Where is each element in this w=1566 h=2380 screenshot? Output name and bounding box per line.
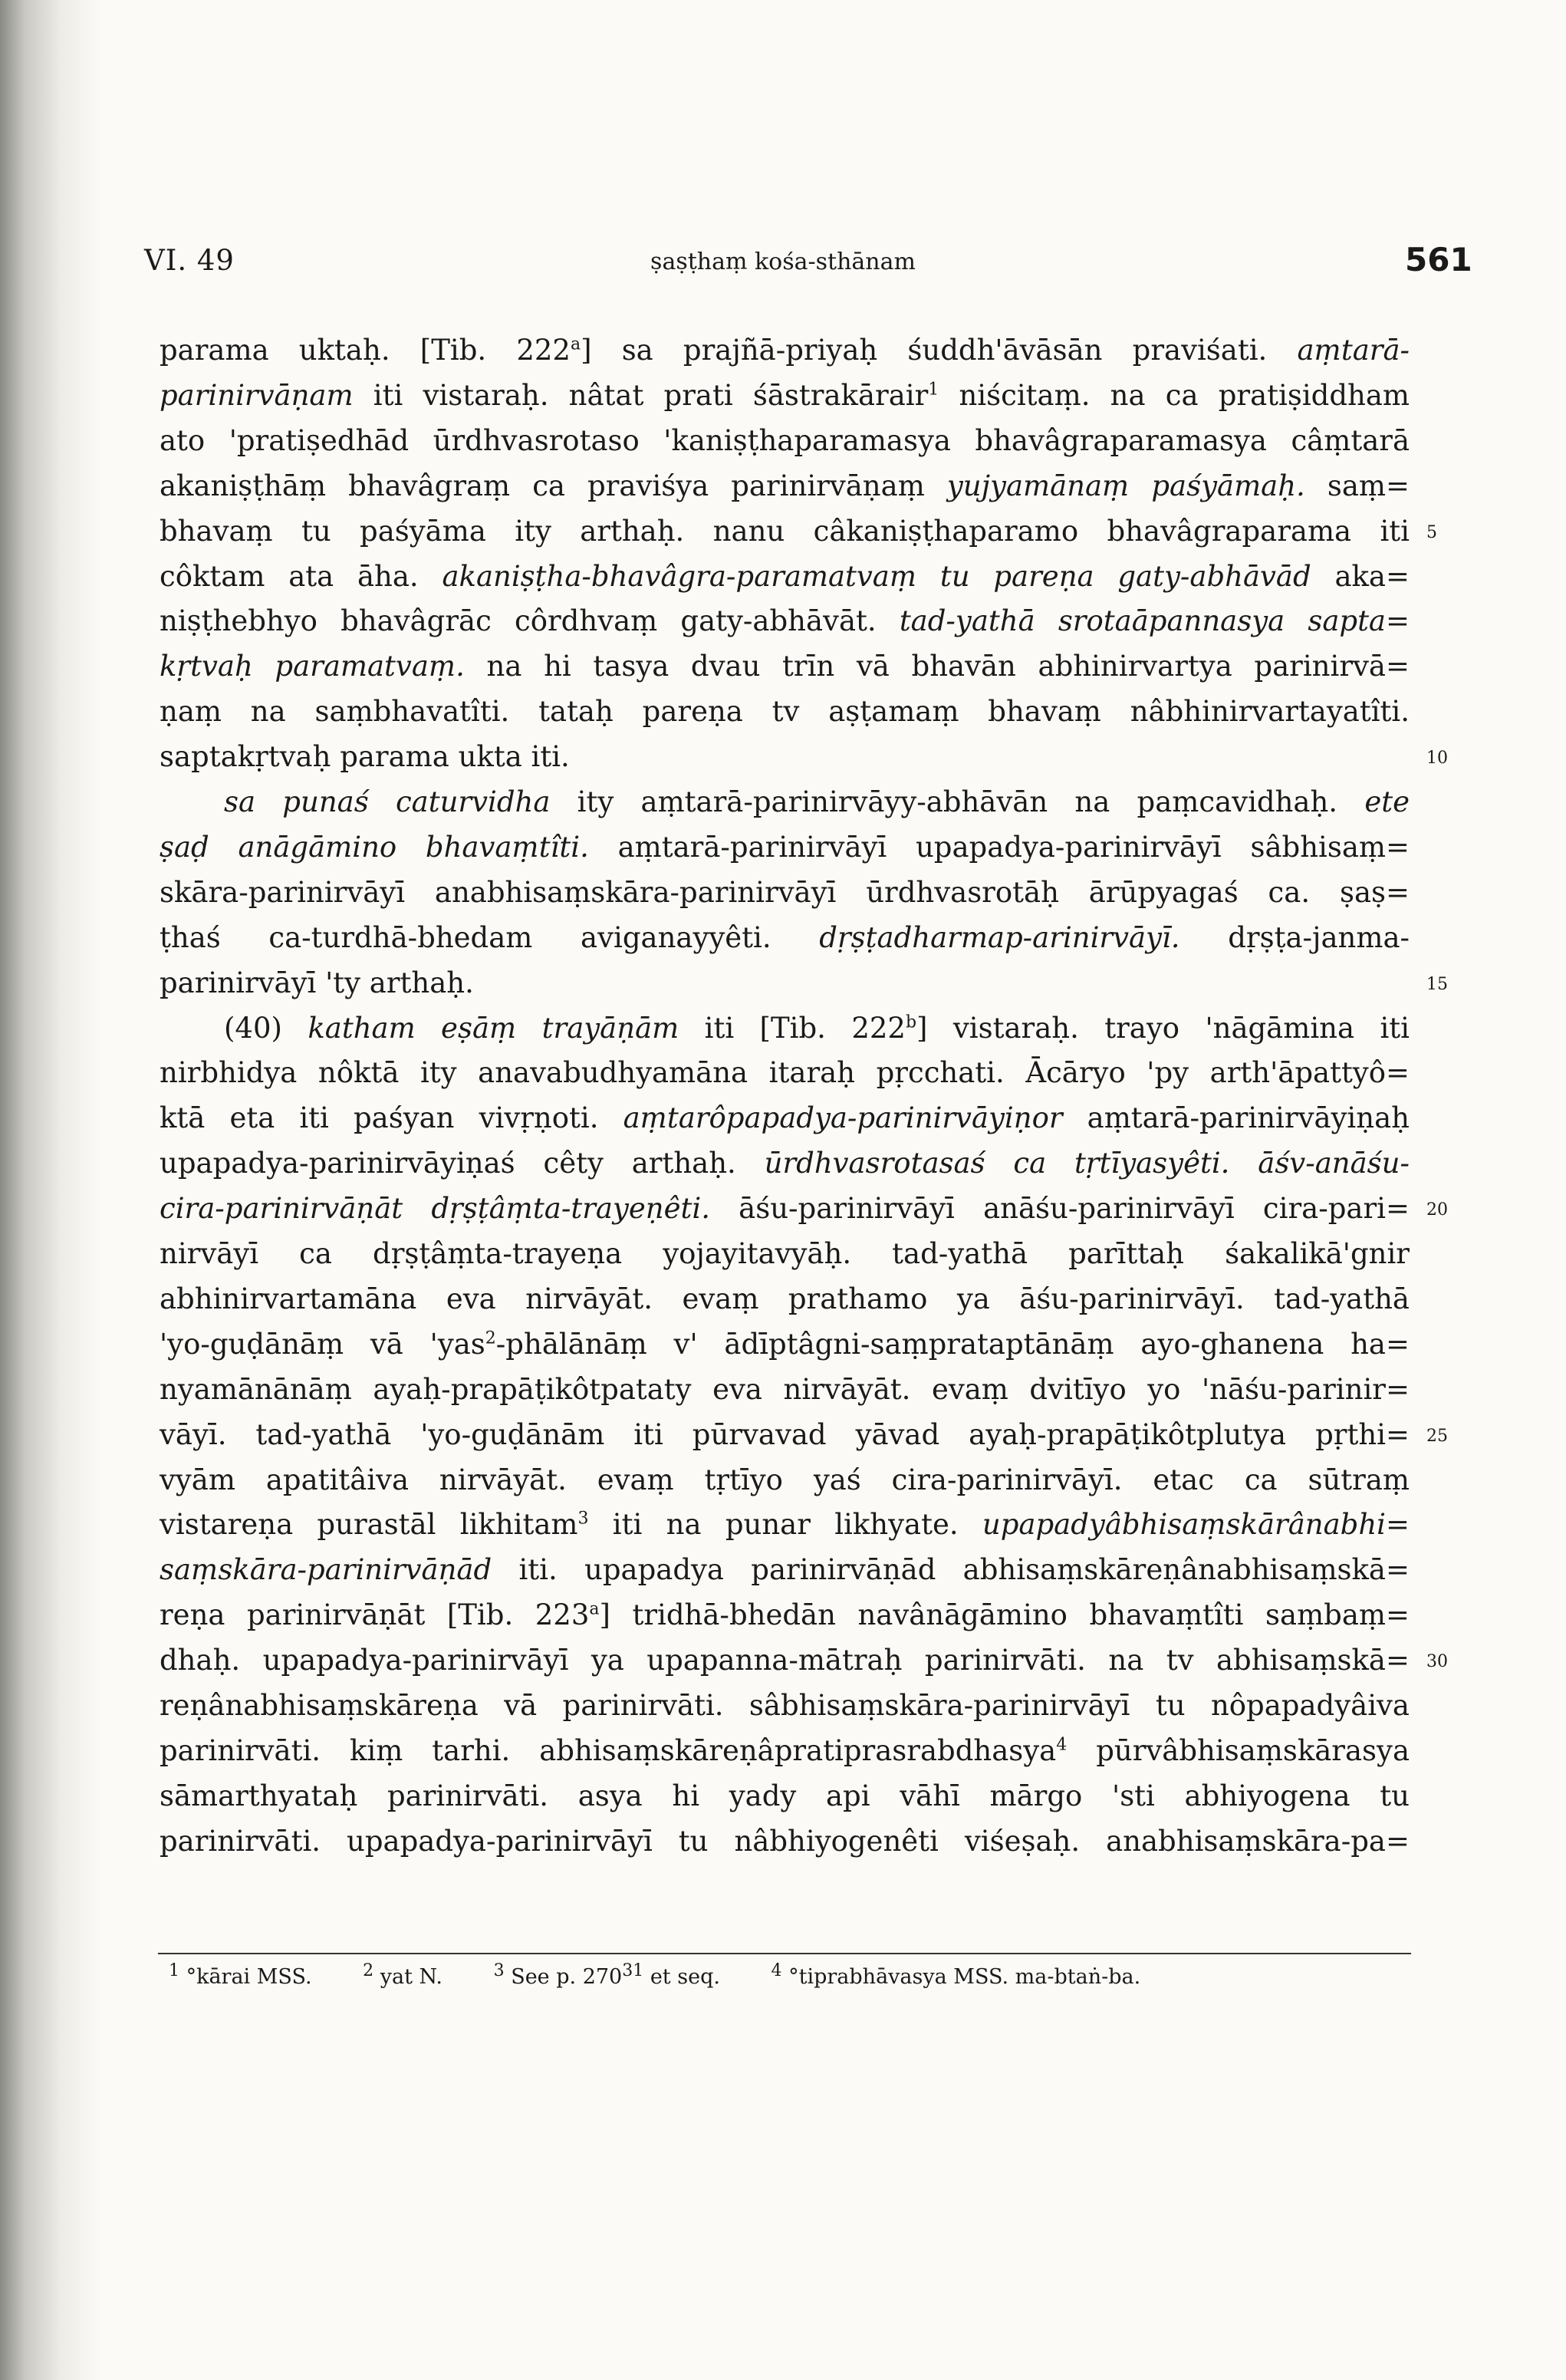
text-line xyxy=(160,1141,1410,1186)
margin-line-number: 15 xyxy=(1426,974,1448,994)
text-segment: ity aṃtarā-parinirvāyy-abhāvān na paṃcavidhaḥ. xyxy=(550,785,1365,818)
text-line xyxy=(160,1548,1410,1592)
text-segment: a xyxy=(570,334,581,354)
text-line xyxy=(224,1006,1410,1051)
text-segment: reṇa parinirvāṇāt [Tib. 223 xyxy=(160,1598,590,1632)
text-line xyxy=(160,961,1410,1006)
text-segment: ṭhaś ca-turdhā-bhedam aviganayyêti. xyxy=(160,920,820,954)
binding-shadow xyxy=(0,0,100,2380)
text-line xyxy=(160,871,1410,915)
margin-line-number: 30 xyxy=(1426,1652,1448,1672)
text-segment: dhaḥ. upapadya-parinirvāyī ya upapanna-mātraḥ parinirvāti. na tv abhisaṃskā= xyxy=(160,1644,1410,1677)
text-segment: kṛtvaḥ paramatvaṃ. xyxy=(160,650,465,683)
text-segment: parinirvāti. upapadya-parinirvāyī tu nâbhiyogenêti viśeṣaḥ. anabhisaṃskāra-pa= xyxy=(160,1824,1410,1858)
text-segment: ūrdhvasrotasaś ca tṛtīyasyêti. āśv-anāśu- xyxy=(764,1147,1410,1180)
text-segment: aṃtarôpapadya-parinirvāyiṇor xyxy=(623,1101,1063,1135)
text-segment: vyām apatitâiva nirvāyāt. evaṃ tṛtīyo yaś cira-parinirvāyī. etac ca sūtraṃ xyxy=(160,1463,1410,1496)
text-segment: saptakṛtvaḥ parama ukta iti. xyxy=(160,740,570,774)
text-line xyxy=(160,555,1410,599)
text-line xyxy=(160,1729,1410,1773)
text-segment: pūrvâbhisaṃskārasya xyxy=(1067,1733,1410,1767)
text-segment: ] vistaraḥ. trayo 'nāgāmina iti xyxy=(916,1011,1410,1045)
text-segment: upapadyâbhisaṃskārânabhi= xyxy=(982,1508,1410,1542)
running-header xyxy=(0,241,1566,290)
text-line xyxy=(160,825,1410,870)
text-segment: aṃtarā-parinirvāyiṇaḥ xyxy=(1062,1101,1410,1135)
text-segment: niścitaṃ. na ca pratiṣiddham xyxy=(939,378,1410,412)
text-segment: aṃtarā-parinirvāyī upapadya-parinirvāyī sâbhisaṃ= xyxy=(588,830,1410,864)
text-segment: saṃ= xyxy=(1304,469,1410,502)
section-reference: VI. 49 xyxy=(144,244,235,277)
text-segment: tad-yathā srotaāpannasya sapta= xyxy=(899,604,1410,638)
text-segment: yujyamānaṃ paśyāmaḥ. xyxy=(946,469,1305,502)
text-segment: iti [Tib. 222 xyxy=(679,1011,906,1045)
text-segment: katham eṣāṃ trayāṇām xyxy=(308,1011,679,1045)
margin-line-number: 25 xyxy=(1426,1426,1448,1446)
text-segment: 'yo-guḍānāṃ vā 'yas xyxy=(160,1327,485,1361)
text-segment: b xyxy=(905,1012,917,1032)
text-segment: nirbhidya nôktā ity anavabudhyamāna itaraḥ pṛcchati. Ācāryo 'py arth'āpattyô= xyxy=(160,1056,1410,1090)
text-segment: iti. upapadya parinirvāṇād abhisaṃskāreṇânabhisaṃskā= xyxy=(492,1553,1410,1587)
text-line xyxy=(160,1593,1410,1638)
text-line xyxy=(160,1232,1410,1276)
footnote-2: $^2$ yat N. xyxy=(363,1961,443,1989)
text-segment: iti na punar likhyate. xyxy=(588,1508,982,1542)
text-segment: saṃskāra-parinirvāṇād xyxy=(160,1553,492,1587)
text-segment: ete xyxy=(1364,785,1410,818)
text-segment: 3 xyxy=(577,1509,589,1529)
footnote-4: $^4$ °tiprabhāvasya MSS. ma-btaṅ-ba. xyxy=(771,1961,1141,1989)
text-segment: a xyxy=(589,1599,600,1619)
text-segment: parinirvāyī 'ty arthaḥ. xyxy=(160,966,474,999)
text-line xyxy=(160,735,1410,779)
text-segment: na hi tasya dvau trīn vā bhavān abhinirvartya parinirvā= xyxy=(464,650,1410,683)
text-segment: sāmarthyataḥ parinirvāti. asya hi yady api vāhī mārgo 'sti abhiyogena tu xyxy=(160,1779,1410,1812)
margin-line-number: 20 xyxy=(1426,1200,1448,1220)
text-line xyxy=(160,599,1410,644)
text-segment: 4 xyxy=(1056,1735,1068,1755)
text-segment: ṣaḍ anāgāmino bhavaṃtîti. xyxy=(160,830,589,864)
text-segment: -phālānāṃ v' ādīptâgni-saṃprataptānāṃ ayo-ghanena ha= xyxy=(495,1327,1410,1361)
text-segment: āśu-parinirvāyī anāśu-parinirvāyī cira-pari= xyxy=(709,1192,1410,1226)
text-segment: nyamānānāṃ ayaḥ-prapāṭikôtpataty eva nirvāyāt. evaṃ dvitīyo yo 'nāśu-parinir= xyxy=(160,1372,1410,1406)
text-segment: ato 'pratiṣedhād ūrdhvasrotaso 'kaniṣṭhaparamasya bhavâgraparamasya câṃtarā xyxy=(160,423,1410,457)
text-segment: côktam ata āha. xyxy=(160,559,442,593)
text-line xyxy=(160,464,1410,509)
text-line xyxy=(160,1819,1410,1864)
footnote-3: $^3$ See p. $270^{31}$ et seq. xyxy=(493,1961,720,1989)
text-segment: ṇaṃ na saṃbhavatîti. tataḥ pareṇa tv aṣṭamaṃ bhavaṃ nâbhinirvartayatîti. xyxy=(160,695,1410,729)
text-line xyxy=(160,328,1410,373)
text-line xyxy=(160,374,1410,418)
text-segment: vāyī. tad-yathā 'yo-guḍānām iti pūrvavad yāvad ayaḥ-prapāṭikôtplutya pṛthi= xyxy=(160,1417,1410,1451)
text-line xyxy=(160,1774,1410,1819)
text-line xyxy=(160,1277,1410,1322)
text-segment: iti vistaraḥ. nâtat prati śāstrakārair xyxy=(353,378,929,412)
text-segment: aka= xyxy=(1311,559,1410,593)
text-line xyxy=(160,1413,1410,1457)
text-line xyxy=(160,1638,1410,1683)
text-segment: dṛṣṭa-janma- xyxy=(1179,920,1410,954)
text-line xyxy=(160,690,1410,734)
page-number: 561 xyxy=(1405,241,1472,278)
text-segment: vistareṇa purastāl likhitam xyxy=(160,1508,578,1542)
text-line xyxy=(160,916,1410,960)
text-line xyxy=(160,1368,1410,1412)
text-segment: ktā eta iti paśyan vivṛṇoti. xyxy=(160,1101,623,1135)
text-segment: cira-parinirvāṇāt dṛṣṭâṃta-trayeṇêti. xyxy=(160,1192,710,1226)
text-line xyxy=(160,419,1410,463)
text-segment: dṛṣṭadharmap-arinirvāyī. xyxy=(819,920,1180,954)
running-title: ṣaṣṭhaṃ kośa-sthānam xyxy=(650,249,916,275)
text-segment: akaniṣṭha-bhavâgra-paramatvaṃ tu pareṇa gaty-abhāvād xyxy=(442,559,1311,593)
text-segment: (40) xyxy=(224,1011,308,1045)
text-segment: reṇânabhisaṃskāreṇa vā parinirvāti. sâbhisaṃskāra-parinirvāyī tu nôpapadyâiva xyxy=(160,1689,1410,1722)
text-line xyxy=(160,644,1410,689)
text-segment: parinirvāṇam xyxy=(160,378,354,412)
text-line xyxy=(224,780,1410,825)
text-line xyxy=(160,1503,1410,1547)
text-segment: niṣṭhebhyo bhavâgrāc côrdhvaṃ gaty-abhāvāt. xyxy=(160,604,900,638)
footnotes xyxy=(169,1962,1411,1993)
margin-line-number: 10 xyxy=(1426,749,1448,769)
footnote-1: $^1$ °kārai MSS. xyxy=(169,1961,312,1989)
margin-line-number: 5 xyxy=(1426,522,1437,542)
text-line xyxy=(160,509,1410,554)
text-line xyxy=(160,1684,1410,1728)
text-segment: skāra-parinirvāyī anabhisaṃskāra-parinirvāyī ūrdhvasrotāḥ ārūpyagaś ca. ṣaṣ= xyxy=(160,875,1410,909)
text-segment: upapadya-parinirvāyiṇaś cêty arthaḥ. xyxy=(160,1147,765,1180)
text-segment: sa punaś caturvidha xyxy=(224,785,551,818)
text-line xyxy=(160,1187,1410,1231)
text-line xyxy=(160,1458,1410,1503)
footnote-rule xyxy=(158,1953,1411,1954)
text-line xyxy=(160,1322,1410,1367)
text-line xyxy=(160,1096,1410,1141)
text-segment: parinirvāti. kiṃ tarhi. abhisaṃskāreṇâpratiprasrabdhasya xyxy=(160,1733,1057,1767)
text-segment: akaniṣṭhāṃ bhavâgraṃ ca praviśya parinirvāṇaṃ xyxy=(160,469,947,502)
text-segment: aṃtarā- xyxy=(1297,334,1410,367)
text-segment: ] sa prajñā-priyaḥ śuddh'āvāsān praviśati. xyxy=(581,334,1298,367)
text-line xyxy=(160,1051,1410,1095)
text-segment: 2 xyxy=(485,1328,496,1348)
text-segment: 1 xyxy=(928,380,939,400)
text-segment: parama uktaḥ. [Tib. 222 xyxy=(160,334,571,367)
text-segment: abhinirvartamāna eva nirvāyāt. evaṃ prathamo ya āśu-parinirvāyī. tad-yathā xyxy=(160,1282,1410,1315)
text-segment: ] tridhā-bhedān navânāgāmino bhavaṃtîti saṃbaṃ= xyxy=(599,1598,1410,1632)
text-segment: bhavaṃ tu paśyāma ity arthaḥ. nanu câkaniṣṭhaparamo bhavâgraparama iti xyxy=(160,514,1410,548)
text-segment: nirvāyī ca dṛṣṭâṃta-trayeṇa yojayitavyāḥ. tad-yathā parīttaḥ śakalikā'gnir xyxy=(160,1237,1410,1270)
